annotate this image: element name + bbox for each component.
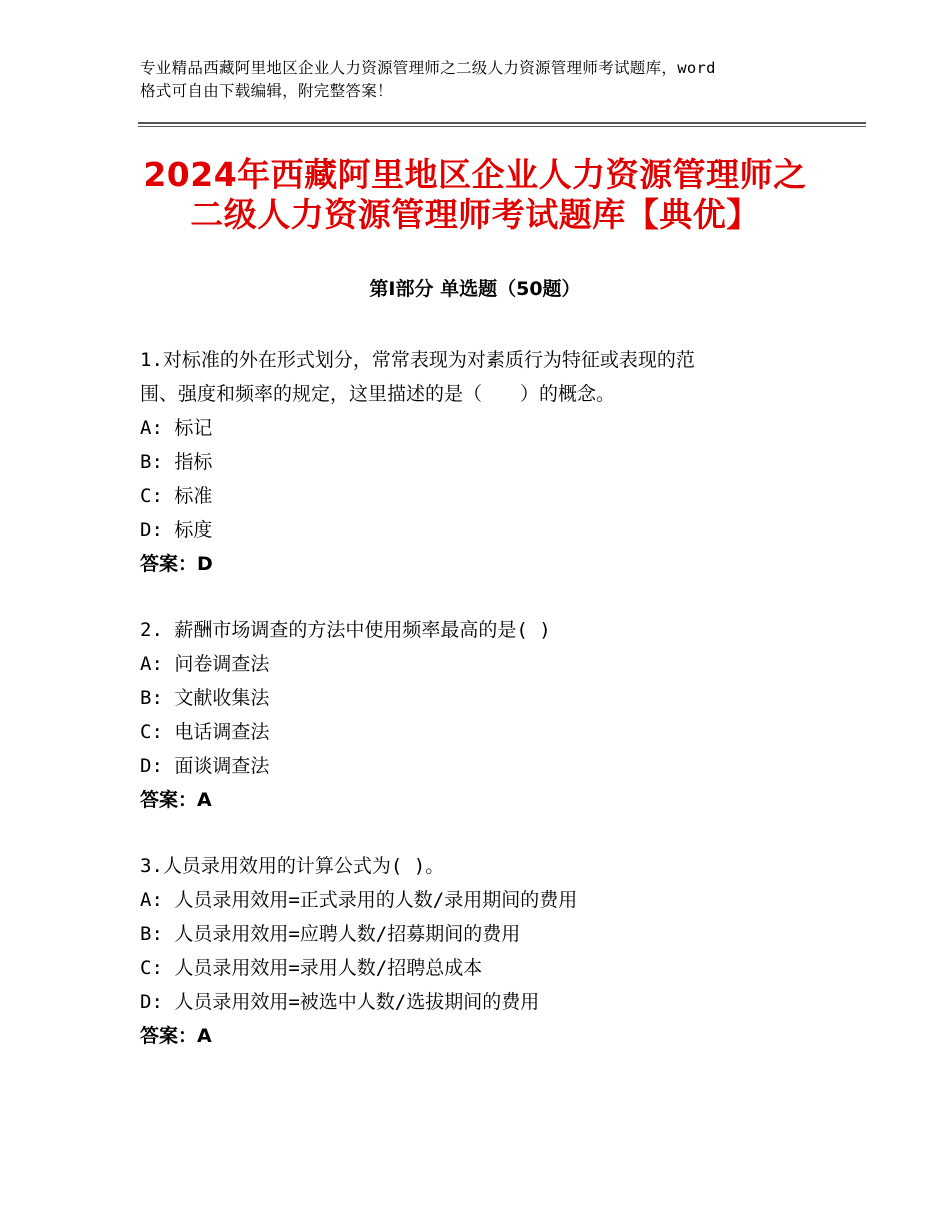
header-note-line-2: 格式可自由下载编辑，附完整答案！: [140, 82, 393, 100]
question-1: [140, 343, 820, 581]
question-3: [140, 849, 820, 1053]
option-a: A: 标记: [140, 417, 213, 439]
question-stem-line: 3.人员录用效用的计算公式为( )。: [140, 855, 445, 877]
header-divider-thin: [138, 126, 866, 127]
header-divider-thick: [138, 122, 866, 124]
header-note: [140, 57, 840, 103]
header-note-line-1: 专业精品西藏阿里地区企业人力资源管理师之二级人力资源管理师考试题库，word: [140, 59, 716, 77]
question-stem-line: 2. 薪酬市场调查的方法中使用频率最高的是( ): [140, 619, 551, 641]
section-heading: 第Ⅰ部分 单选题（50题）: [369, 278, 581, 300]
question-stem-line: 围、强度和频率的规定，这里描述的是（ ）的概念。: [140, 383, 616, 405]
question-2: [140, 613, 820, 817]
answer: 答案：A: [140, 1025, 212, 1047]
option-d: D: 面谈调查法: [140, 755, 270, 777]
option-d: D: 标度: [140, 519, 213, 541]
document-title-line-2: 二级人力资源管理师考试题库【典优】: [190, 195, 760, 234]
option-b: B: 人员录用效用=应聘人数/招募期间的费用: [140, 923, 521, 945]
answer: 答案：D: [140, 553, 213, 575]
document-title: [100, 155, 850, 235]
option-c: C: 标准: [140, 485, 213, 507]
question-list: [140, 343, 820, 1085]
option-d: D: 人员录用效用=被选中人数/选拔期间的费用: [140, 991, 540, 1013]
answer: 答案：A: [140, 789, 212, 811]
option-a: A: 问卷调查法: [140, 653, 270, 675]
option-c: C: 电话调查法: [140, 721, 270, 743]
option-b: B: 文献收集法: [140, 687, 270, 709]
option-b: B: 指标: [140, 451, 213, 473]
option-c: C: 人员录用效用=录用人数/招聘总成本: [140, 957, 483, 979]
option-a: A: 人员录用效用=正式录用的人数/录用期间的费用: [140, 889, 578, 911]
question-stem-line: 1.对标准的外在形式划分，常常表现为对素质行为特征或表现的范: [140, 349, 695, 371]
document-title-line-1: 2024年西藏阿里地区企业人力资源管理师之: [143, 155, 807, 194]
